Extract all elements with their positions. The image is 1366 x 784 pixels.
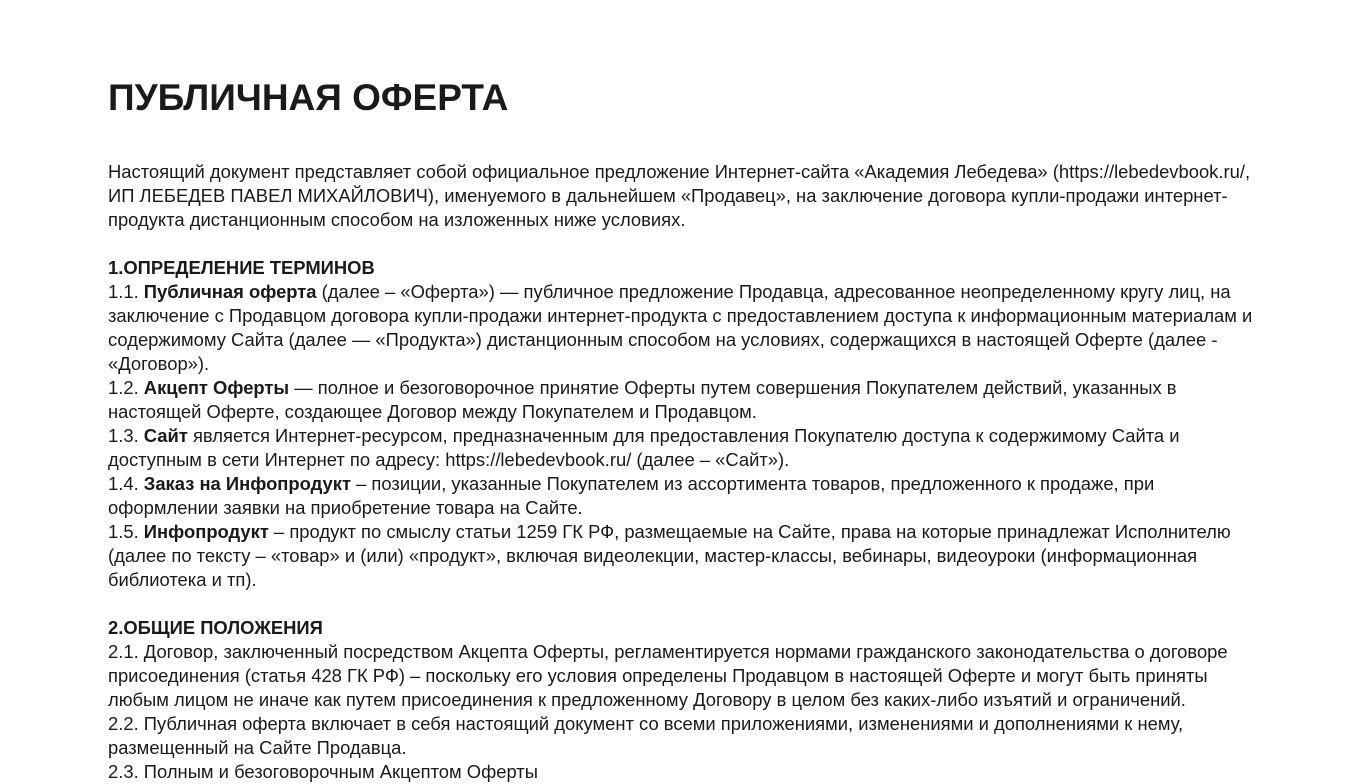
item-number: 1.2. bbox=[108, 377, 144, 398]
page-title: ПУБЛИЧНАЯ ОФЕРТА bbox=[108, 77, 509, 118]
term-definition bbox=[108, 472, 1263, 520]
term: Заказ на Инфопродукт bbox=[143, 473, 351, 494]
item-number: 1.3. bbox=[108, 425, 144, 446]
definition-text: – продукт по смыслу статьи 1259 ГК РФ, размещаемые на Сайте, права на которые принадлежат Исполнителю (далее по тексту – «товар» и (или) «продукт», включая видеолекции, мастер-классы, вебинары, видеоуроки (информационная библиотека и тп). bbox=[108, 521, 1231, 590]
definition-text: – позиции, указанные Покупателем из ассортимента товаров, предложенного к продаже, при оформлении заявки на приобретение товара на Сайте. bbox=[108, 473, 1155, 518]
clause: 2.2. Публичная оферта включает в себя настоящий документ со всеми приложениями, изменениями и дополнениями к нему, размещенный на Сайте Продавца. bbox=[108, 713, 1184, 758]
definition-text: (далее – «Оферта») — публичное предложение Продавца, адресованное неопределенному кругу лиц, на заключение с Продавцом договора купли-продажи интернет-продукта с предоставлением доступа к информационным материалам и содержимому Сайта (далее — «Продукта») дистанционным способом на условиях, содержащихся в настоящей Оферте (далее - «Договор»). bbox=[108, 281, 1253, 374]
clause: 2.3. Полным и безоговорочным Акцептом Оферты bbox=[108, 761, 538, 782]
term-definition bbox=[108, 280, 1263, 376]
item-number: 1.5. bbox=[108, 521, 144, 542]
term: Инфопродукт bbox=[143, 521, 269, 542]
section-heading: 2.ОБЩИЕ ПОЛОЖЕНИЯ bbox=[108, 617, 323, 638]
term: Акцепт Оферты bbox=[143, 377, 290, 398]
term-definition bbox=[108, 424, 1263, 472]
intro-paragraph: Настоящий документ представляет собой официальное предложение Интернет-сайта «Академия Лебедева» (https://lebedevbook.ru/, ИП ЛЕБЕДЕВ ПАВЕЛ МИХАЙЛОВИЧ), именуемого в дальнейшем «Продавец», на заключение договора купли-продажи интернет-продукта дистанционным способом на изложенных ниже условиях. bbox=[108, 161, 1251, 230]
document-body bbox=[108, 160, 1263, 784]
clause: 2.1. Договор, заключенный посредством Акцепта Оферты, регламентируется нормами гражданского законодательства о договоре присоединения (статья 428 ГК РФ) – поскольку его условия определены Продавцом в настоящей Оферте и могут быть приняты любым лицом не иначе как путем присоединения к предложенному Договору в целом без каких-либо изъятий и ограничений. bbox=[108, 641, 1228, 710]
item-number: 1.1. bbox=[108, 281, 144, 302]
definition-text: является Интернет-ресурсом, предназначенным для предоставления Покупателю доступа к содержимому Сайта и доступным в сети Интернет по адресу: https://lebedevbook.ru/ (далее – «Сайт»). bbox=[108, 425, 1180, 470]
definition-text: — полное и безоговорочное принятие Оферты путем совершения Покупателем действий, указанных в настоящей Оферте, создающее Договор между Покупателем и Продавцом. bbox=[108, 377, 1177, 422]
item-number: 1.4. bbox=[108, 473, 144, 494]
section-heading: 1.ОПРЕДЕЛЕНИЕ ТЕРМИНОВ bbox=[108, 257, 375, 278]
term: Публичная оферта bbox=[143, 281, 317, 302]
term: Сайт bbox=[143, 425, 188, 446]
term-definition bbox=[108, 520, 1263, 592]
term-definition bbox=[108, 376, 1263, 424]
